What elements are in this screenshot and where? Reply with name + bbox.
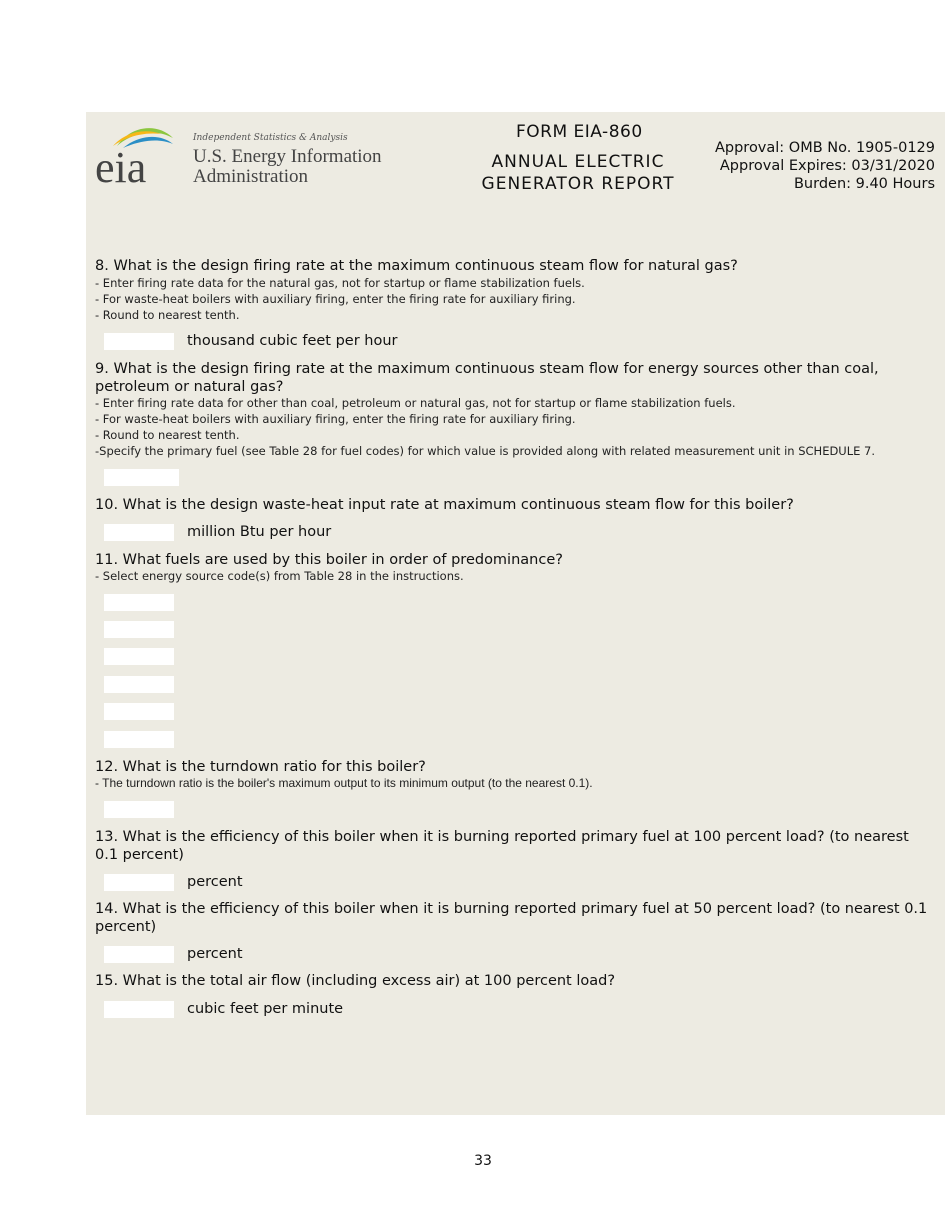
org-name-line2: Administration — [193, 166, 309, 187]
approval-omb: Approval: OMB No. 1905-0129 — [714, 140, 935, 156]
q9-note-4: -Specify the primary fuel (see Table 28 for fuel codes) for which value is provided along with related measurement unit in SCHEDULE 7. — [95, 444, 876, 458]
q11-note: - Select energy source code(s) from Table 28 in the instructions. — [95, 569, 464, 583]
q10-title: 10. What is the design waste-heat input rate at maximum continuous steam flow for this boiler? — [95, 497, 794, 513]
q12-note: - The turndown ratio is the boiler's maximum output to its minimum output (to the nearest 0.1). — [95, 776, 593, 790]
q15-input[interactable] — [104, 1001, 174, 1018]
approval-info — [715, 139, 935, 193]
q11-fuel-input-6[interactable] — [104, 731, 174, 748]
q8-input[interactable] — [104, 333, 174, 350]
q14-unit: percent — [187, 946, 243, 962]
burden-hours: Burden: 9.40 Hours — [793, 176, 935, 192]
q11-fuel-input-2[interactable] — [104, 621, 174, 638]
q14-title-line1: 14. What is the efficiency of this boiler when it is burning reported primary fuel at 50 percent load? (to nearest 0.1 — [95, 901, 928, 917]
logo-wordmark: eia — [95, 143, 147, 188]
form-name-line1: ANNUAL ELECTRIC — [491, 152, 665, 172]
page-number: 33 — [474, 1153, 492, 1169]
q11-fuel-input-1[interactable] — [104, 594, 174, 611]
q10-input[interactable] — [104, 524, 174, 541]
q13-title-line1: 13. What is the efficiency of this boiler when it is burning reported primary fuel at 100 percent load? (to nearest — [95, 829, 909, 845]
q8-title: 8. What is the design firing rate at the maximum continuous steam flow for natural gas? — [95, 258, 738, 274]
eia-swoosh-icon — [95, 124, 185, 188]
form-name-line2: GENERATOR REPORT — [481, 174, 675, 194]
q10-unit: million Btu per hour — [187, 524, 332, 540]
q11-fuel-input-5[interactable] — [104, 703, 174, 720]
q13-title-line2: 0.1 percent) — [95, 847, 184, 863]
q9-note-1: - Enter firing rate data for other than coal, petroleum or natural gas, not for startup or flame stabilization fuels. — [95, 396, 736, 410]
q8-note-3: - Round to nearest tenth. — [95, 308, 240, 322]
q14-title-line2: percent) — [95, 919, 157, 935]
approval-expires: Approval Expires: 03/31/2020 — [719, 158, 935, 174]
form-name — [470, 151, 686, 195]
q9-title-line1: 9. What is the design firing rate at the maximum continuous steam flow for energy sources other than coal, — [95, 361, 879, 377]
q12-title: 12. What is the turndown ratio for this boiler? — [95, 759, 426, 775]
q13-unit: percent — [187, 874, 243, 890]
logo-tagline: Independent Statistics & Analysis — [193, 133, 348, 143]
q11-title: 11. What fuels are used by this boiler in order of predominance? — [95, 552, 563, 568]
q15-title: 15. What is the total air flow (including excess air) at 100 percent load? — [95, 973, 616, 989]
q11-fuel-input-4[interactable] — [104, 676, 174, 693]
org-name-line1: U.S. Energy Information — [193, 146, 382, 167]
q12-input[interactable] — [104, 801, 174, 818]
q9-note-3: - Round to nearest tenth. — [95, 428, 240, 442]
q13-input[interactable] — [104, 874, 174, 891]
q9-title-line2: petroleum or natural gas? — [95, 379, 284, 395]
q8-note-1: - Enter firing rate data for the natural gas, not for startup or flame stabilization fuels. — [95, 276, 585, 290]
q11-fuel-input-3[interactable] — [104, 648, 174, 665]
q8-note-2: - For waste-heat boilers with auxiliary firing, enter the firing rate for auxiliary firing. — [95, 292, 576, 306]
q9-note-2: - For waste-heat boilers with auxiliary firing, enter the firing rate for auxiliary firing. — [95, 412, 576, 426]
q15-unit: cubic feet per minute — [187, 1001, 344, 1017]
form-id: FORM EIA-860 — [516, 122, 643, 142]
q8-unit: thousand cubic feet per hour — [187, 333, 398, 349]
q14-input[interactable] — [104, 946, 174, 963]
eia-logo — [95, 124, 395, 188]
q9-input[interactable] — [104, 469, 179, 486]
